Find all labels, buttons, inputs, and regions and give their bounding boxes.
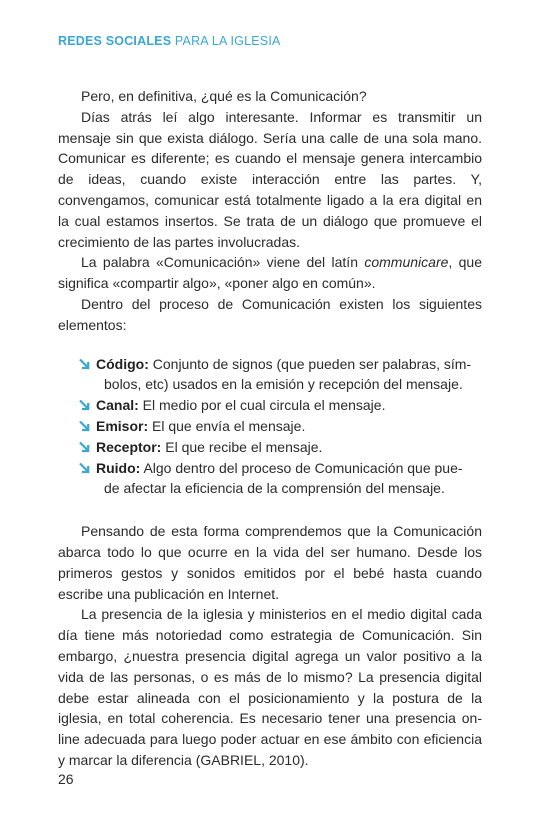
paragraph-pensando: Pensando de esta forma comprendemos que la Comunicación abarca todo lo que ocurre en la vida del ser humano. Desde los primeros gestos y sonidos emitidos por el bebé hasta cuando escribe una publicación en Internet. [58,523,482,602]
list-text-cont: de afectar la eficiencia de la comprensión del mensaje. [104,480,445,497]
latin-before: La palabra «Comunicación» viene del latín [81,254,365,271]
list-item [58,458,482,500]
page-body [58,86,482,771]
latin-after: , que significa «compartir algo», «poner algo en común». [58,254,483,292]
list-text: Algo dentro del proceso de Comunicación que pue- [140,459,463,476]
arrow-down-right-icon [78,358,90,370]
list-item [58,416,482,437]
list-item [58,395,482,416]
header-title-rest: PARA LA IGLESIA [171,34,281,48]
paragraph-presencia: La presencia de la iglesia y ministerios en el medio digital cada día tiene más notoriedad como estrategia de Comunicación. Sin embargo, ¿nuestra presencia digital agrega un valor positivo a la vida de las personas, o es más de lo mismo? La presencia digital debe estar alineada con el posicionamiento y la postura de la iglesia, en total coherencia. Es necesario tener una presencia on-line adecuada para luego poder actuar en ese ámbito con eficiencia y marcar la diferencia (GABRIEL, 2010). [58,606,482,768]
list-term: Ruido: [96,459,141,476]
list-text: El que envía el mensaje. [148,417,306,434]
arrow-down-right-icon [78,420,90,432]
latin-italic: communicare [364,254,449,271]
running-header [58,34,281,48]
paragraph-latin [58,252,482,294]
list-term: Canal: [96,397,139,414]
paragraph-informar: Días atrás leí algo interesante. Informar es transmitir un mensaje sin que exista diálogo. Sería una calle de una sola mano. Comunicar es diferente; es cuando el mensaje genera intercambio de ideas, cuando existe interacción entre las partes. Y, convengamos, comunicar está totalmente ligado a la era digital en la cual estamos insertos. Se trata de un diálogo que promueve el crecimiento de las partes involucradas. [58,108,482,250]
page-number: 26 [58,771,74,787]
arrow-down-right-icon [78,441,90,453]
list-term: Código: [96,355,149,372]
list-term: Receptor: [96,438,162,455]
arrow-down-right-icon [78,399,90,411]
paragraph-elements: Dentro del proceso de Comunicación existen los siguientes elementos: [58,295,482,333]
paragraph-question: Pero, en definitiva, ¿qué es la Comunicación? [81,88,367,104]
list-term: Emisor: [96,417,149,434]
elements-list [58,354,482,500]
list-text: El que recibe el mensaje. [161,438,323,455]
header-title-bold: REDES SOCIALES [58,34,172,48]
list-text: Conjunto de signos (que pueden ser palabras, sím- [148,355,472,372]
list-text-cont: bolos, etc) usados en la emisión y recepción del mensaje. [104,376,463,393]
list-text: El medio por el cual circula el mensaje. [138,397,386,414]
list-item [58,354,482,396]
arrow-down-right-icon [78,462,90,474]
list-item [58,437,482,458]
